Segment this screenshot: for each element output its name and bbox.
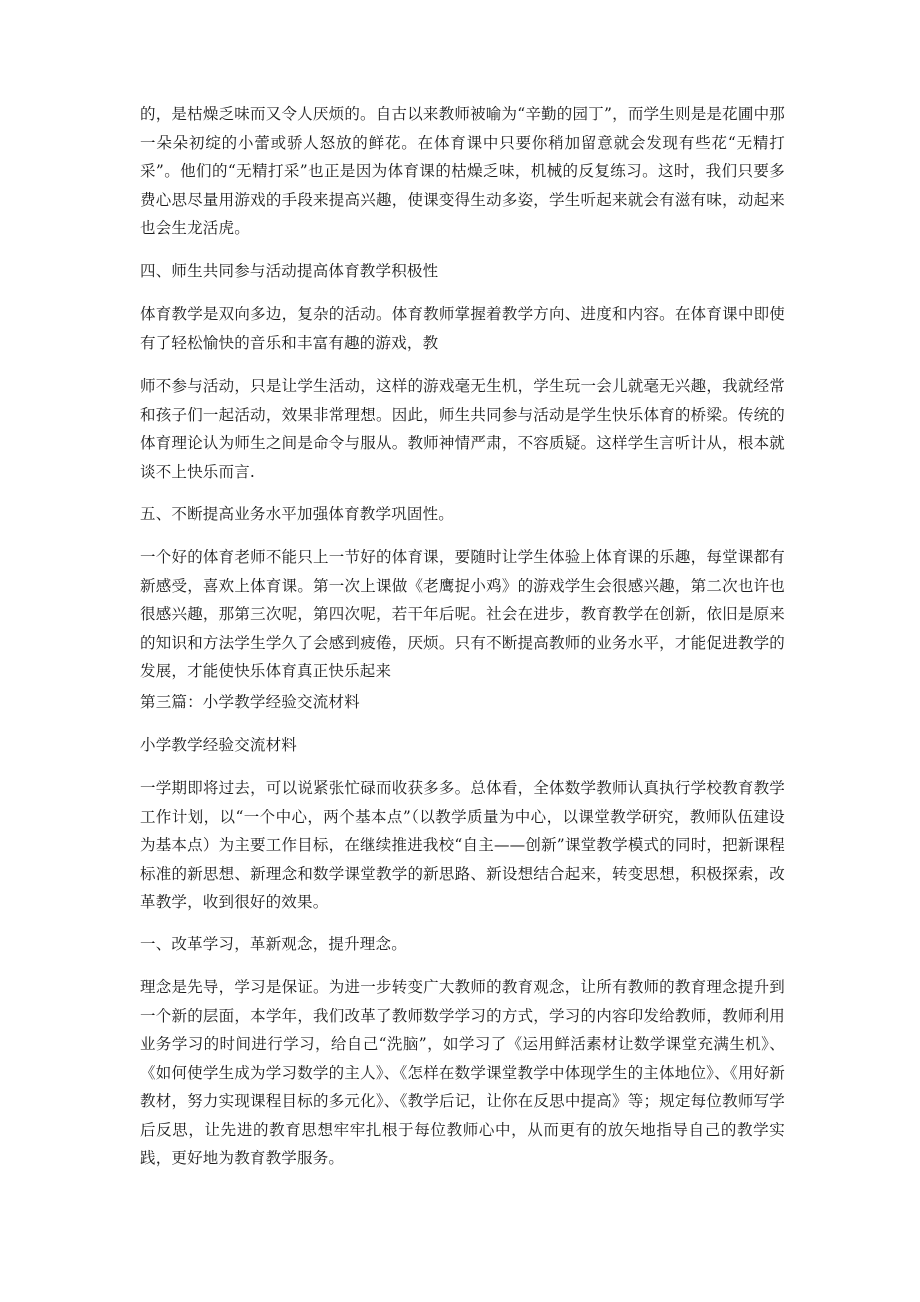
- section-heading-1: 一、改革学习，革新观念，提升理念。: [140, 935, 407, 953]
- paragraph-professional-growth: 一个好的体育老师不能只上一节好的体育课，要随时让学生体验上体育课的乐趣，每堂课都有新感受，喜欢上体育课。第一次上课做《老鹰捉小鸡》的游戏学生会很感兴趣，第二次也许也很感兴趣，那第三次呢，第四次呢，若干年后呢。社会在进步，教育教学在创新，依旧是原来的知识和方法学生学久了会感到疲倦，厌烦。只有不断提高教师的业务水平，才能促进教学的发展，才能使快乐体育真正快乐起来: [140, 548, 785, 680]
- section-heading-5: 五、不断提高业务水平加强体育教学巩固性。: [140, 505, 455, 523]
- paragraph-intro-continuation: 的，是枯燥乏味而又令人厌烦的。自古以来教师被喻为“辛勤的园丁”，而学生则是是花圃中那一朵朵初绽的小蕾或骄人怒放的鲜花。在体育课中只要你稍加留意就会发现有些花“无精打采”。他们的“无精打采”也正是因为体育课的枯燥乏味，机械的反复练习。这时，我们只要多费心思尽量用游戏的手段来提高兴趣，使课变得生动多姿，学生听起来就会有滋有味，动起来也会生龙活虎。: [140, 105, 785, 237]
- paragraph-teacher-participation-cont: 师不参与活动，只是让学生活动，这样的游戏毫无生机，学生玩一会儿就毫无兴趣，我就经常和孩子们一起活动，效果非常理想。因此，师生共同参与活动是学生快乐体育的桥梁。传统的体育理论认为师生之间是命令与服从。教师神情严肃，不容质疑。这样学生言听计从，根本就谈不上快乐而言.: [140, 377, 785, 481]
- part-three-title: 第三篇：小学教学经验交流材料: [140, 693, 360, 711]
- paragraph-teacher-participation: 体育教学是双向多边，复杂的活动。体育教师掌握着教学方向、进度和内容。在体育课中即使有了轻松愉快的音乐和丰富有趣的游戏，教: [140, 305, 785, 352]
- paragraph-learning-reform: 理念是先导，学习是保证。为进一步转变广大教师的教育观念，让所有教师的教育理念提升到一个新的层面，本学年，我们改革了教师数学学习的方式，学习的内容印发给教师，教师利用业务学习的时间进行学习，给自己“洗脑”，如学习了《运用鲜活素材让数学课堂充满生机》、《如何使学生成为学习数学的主人》、《怎样在数学课堂教学中体现学生的主体地位》、《用好新教材，努力实现课程目标的多元化》、《教学后记，让你在反思中提高》等；规定每位教师写学后反思，让先进的教育思想牢牢扎根于每位教师心中，从而更有的放矢地指导自己的教学实践，更好地为教育教学服务。: [140, 978, 785, 1167]
- paragraph-semester-summary: 一学期即将过去，可以说紧张忙碌而收获多多。总体看，全体数学教师认真执行学校教育教学工作计划，以“一个中心，两个基本点”（以教学质量为中心，以课堂教学研究，教师队伍建设为基本点）为主要工作目标，在继续推进我校“自主——创新”课堂教学模式的同时，把新课程标准的新思想、新理念和数学课堂教学的新思路、新设想结合起来，转变思想，积极探索，改革教学，收到很好的效果。: [140, 779, 785, 911]
- material-title: 小学教学经验交流材料: [140, 736, 298, 754]
- section-heading-4: 四、师生共同参与活动提高体育教学积极性: [140, 262, 439, 280]
